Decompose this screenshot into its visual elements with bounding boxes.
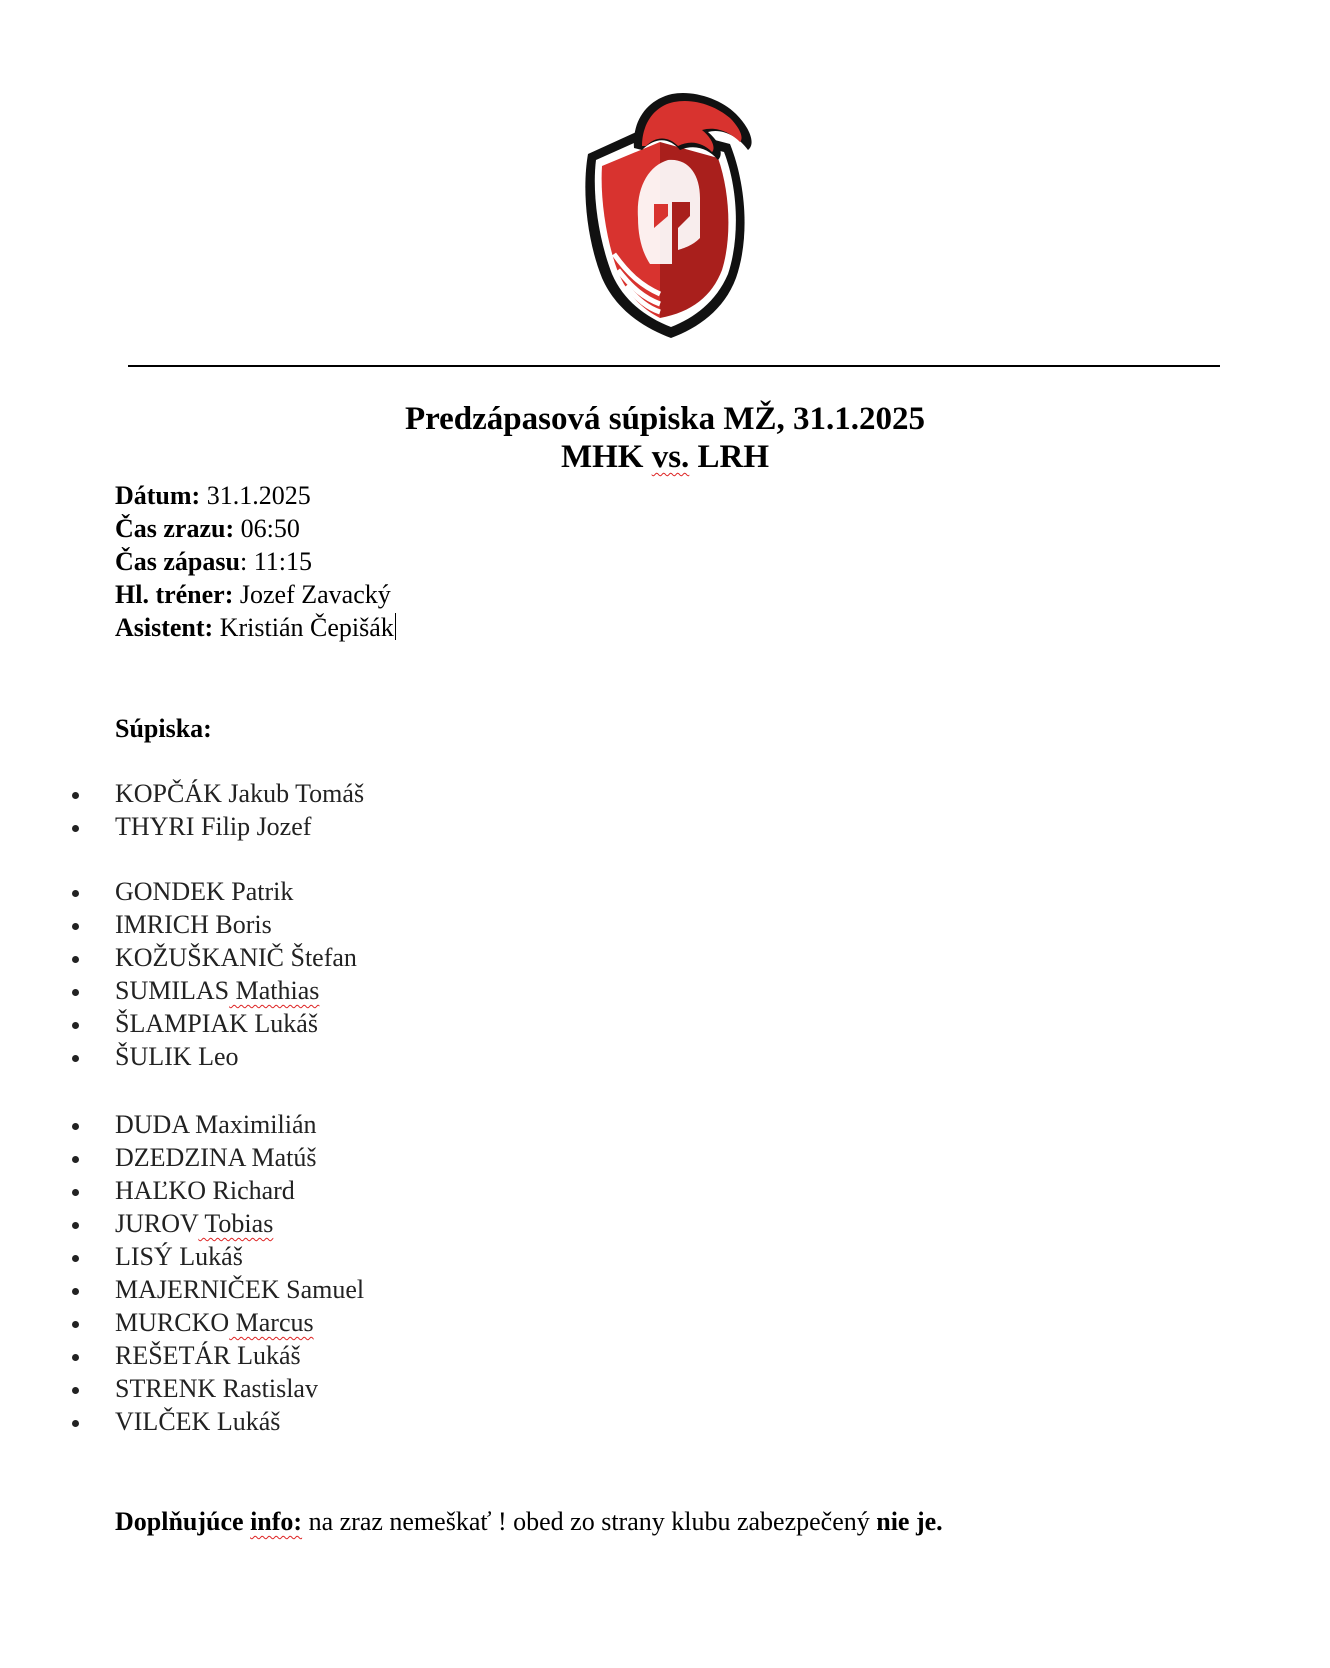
- assistant-value[interactable]: Kristián Čepišák: [213, 613, 394, 642]
- roster-group-3: [0, 1108, 364, 1438]
- match-time-row: [115, 545, 396, 578]
- player-item: [0, 908, 357, 941]
- player-item: [0, 1306, 364, 1339]
- info-label-b: info:: [250, 1507, 303, 1536]
- player-first-name: Richard: [206, 1176, 295, 1205]
- player-surname: KOŽUŠKANIČ: [115, 943, 284, 972]
- player-item: [0, 777, 364, 810]
- bullet-icon: [72, 1123, 79, 1130]
- player-first-name: Samuel: [279, 1275, 365, 1304]
- player-item: [0, 1405, 364, 1438]
- player-surname: ŠULIK: [115, 1042, 192, 1071]
- player-surname: MURCKO: [115, 1308, 230, 1337]
- player-first-name: Lukáš: [247, 1009, 318, 1038]
- player-surname: MAJERNIČEK: [115, 1275, 280, 1304]
- player-item: [0, 1207, 364, 1240]
- info-label-a: Doplňujúce: [115, 1507, 251, 1536]
- player-item: [0, 1108, 364, 1141]
- player-surname: STRENK: [115, 1374, 217, 1403]
- player-item: [0, 1240, 364, 1273]
- gather-time-value: 06:50: [234, 514, 300, 543]
- coach-value: Jozef Zavacký: [233, 580, 391, 609]
- player-surname: VILČEK: [115, 1407, 211, 1436]
- coach-row: [115, 578, 396, 611]
- roster-heading: Súpiska:: [115, 714, 212, 743]
- player-item: [0, 1273, 364, 1306]
- date-row: [115, 479, 396, 512]
- title-line-1: Predzápasová súpiska MŽ, 31.1.2025: [404, 401, 926, 437]
- player-item: [0, 974, 357, 1007]
- match-details: [115, 479, 396, 644]
- player-item: [0, 1040, 357, 1073]
- player-item: [0, 1174, 364, 1207]
- coach-label: Hl. tréner:: [115, 580, 234, 609]
- player-item: [0, 941, 357, 974]
- player-item: [0, 1141, 364, 1174]
- player-first-name: Lukáš: [230, 1341, 301, 1370]
- vs-text: vs.: [651, 439, 690, 475]
- gather-time-row: [115, 512, 396, 545]
- bullet-icon: [72, 1321, 79, 1328]
- bullet-icon: [72, 1387, 79, 1394]
- roster-group-1: [0, 777, 364, 843]
- match-time-label: Čas zápasu: [115, 547, 240, 576]
- bullet-icon: [72, 1156, 79, 1163]
- player-surname: GONDEK: [115, 877, 225, 906]
- date-value: 31.1.2025: [200, 481, 311, 510]
- player-first-name: Leo: [191, 1042, 239, 1071]
- bullet-icon: [72, 1022, 79, 1029]
- bullet-icon: [72, 1354, 79, 1361]
- bullet-icon: [72, 1222, 79, 1229]
- player-first-name: Tobias: [198, 1209, 274, 1238]
- bullet-icon: [72, 1055, 79, 1062]
- team-away: LRH: [689, 439, 770, 475]
- gather-time-label: Čas zrazu:: [115, 514, 235, 543]
- bullet-icon: [72, 956, 79, 963]
- player-surname: THYRI: [115, 812, 195, 841]
- bullet-icon: [72, 1255, 79, 1262]
- player-first-name: Maximilián: [188, 1110, 317, 1139]
- player-surname: SUMILAS: [115, 976, 230, 1005]
- player-first-name: Štefan: [284, 943, 357, 972]
- bullet-icon: [72, 1288, 79, 1295]
- text-cursor: [395, 613, 396, 640]
- horizontal-rule: [128, 365, 1220, 367]
- assistant-row: [115, 611, 396, 644]
- player-item: [0, 875, 357, 908]
- info-text: na zraz nemeškať ! obed zo strany klubu zabezpečený: [302, 1507, 877, 1536]
- player-surname: IMRICH: [115, 910, 209, 939]
- player-first-name: Matúš: [244, 1143, 317, 1172]
- player-first-name: Boris: [208, 910, 272, 939]
- player-surname: HAĽKO: [115, 1176, 206, 1205]
- team-home: MHK: [560, 439, 652, 475]
- title-line-2: [0, 438, 1330, 476]
- player-surname: JUROV: [115, 1209, 199, 1238]
- player-first-name: Rastislav: [216, 1374, 318, 1403]
- bullet-icon: [72, 923, 79, 930]
- bullet-icon: [72, 825, 79, 832]
- player-surname: DUDA: [115, 1110, 189, 1139]
- player-item: [0, 1339, 364, 1372]
- info-emphasis: nie je.: [876, 1507, 943, 1536]
- bullet-icon: [72, 792, 79, 799]
- match-time-value: : 11:15: [239, 547, 312, 576]
- bullet-icon: [72, 989, 79, 996]
- date-label: Dátum:: [115, 481, 201, 510]
- assistant-label: Asistent:: [115, 613, 214, 642]
- additional-info: [115, 1505, 943, 1538]
- bullet-icon: [72, 1189, 79, 1196]
- spartan-helmet-shield-icon: [580, 88, 762, 338]
- player-first-name: Lukáš: [210, 1407, 281, 1436]
- player-surname: REŠETÁR: [115, 1341, 231, 1370]
- player-surname: LISÝ: [115, 1242, 173, 1271]
- player-first-name: Marcus: [229, 1308, 314, 1337]
- player-first-name: Mathias: [229, 976, 320, 1005]
- player-item: [0, 1007, 357, 1040]
- player-item: [0, 810, 364, 843]
- player-first-name: Lukáš: [172, 1242, 243, 1271]
- player-surname: ŠLAMPIAK: [115, 1009, 248, 1038]
- player-first-name: Filip Jozef: [194, 812, 312, 841]
- page-title: [0, 400, 1330, 476]
- player-first-name: Patrik: [224, 877, 294, 906]
- player-first-name: Jakub Tomáš: [221, 779, 365, 808]
- player-item: [0, 1372, 364, 1405]
- player-surname: DZEDZINA: [115, 1143, 245, 1172]
- player-surname: KOPČÁK: [115, 779, 222, 808]
- roster-group-2: [0, 875, 357, 1073]
- bullet-icon: [72, 890, 79, 897]
- bullet-icon: [72, 1420, 79, 1427]
